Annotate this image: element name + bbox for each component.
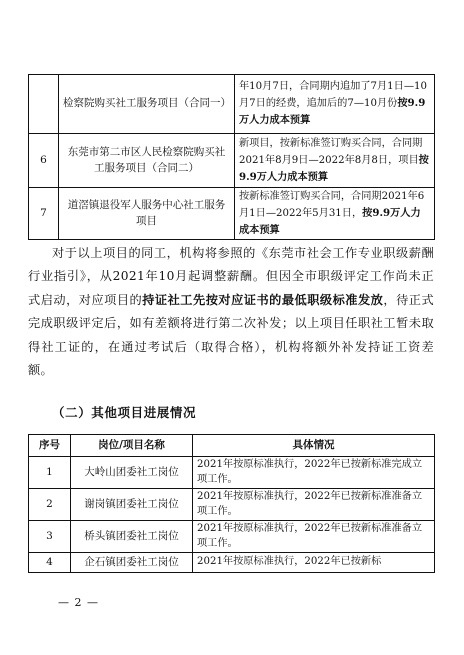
row-number: 2 bbox=[29, 489, 71, 521]
column-header-number: 序号 bbox=[29, 435, 71, 457]
project-table-1 bbox=[28, 74, 435, 240]
section-heading: （二）其他项目进展情况 bbox=[52, 405, 197, 420]
detail-bold-text: 按9.9万人力成本预算 bbox=[239, 206, 421, 236]
column-header-name: 岗位/项目名称 bbox=[71, 435, 193, 457]
paragraph-body bbox=[28, 242, 434, 382]
position-detail: 2021年按原标准执行，2022年已按新标准完成立项工作。 bbox=[193, 457, 435, 489]
position-name: 企石镇团委社工岗位 bbox=[71, 553, 193, 573]
position-name: 桥头镇团委社工岗位 bbox=[71, 521, 193, 553]
position-detail: 2021年按原标准执行，2022年已按新标准准备立项工作。 bbox=[193, 521, 435, 553]
table-row bbox=[29, 75, 435, 134]
table-row bbox=[29, 134, 435, 188]
row-number: 6 bbox=[29, 134, 59, 188]
table-row bbox=[29, 489, 435, 521]
row-number bbox=[29, 75, 59, 134]
row-number: 7 bbox=[29, 188, 59, 240]
project-detail bbox=[235, 134, 435, 188]
detail-bold-text: 按9.9万人力成本预算 bbox=[239, 97, 426, 126]
table-row bbox=[29, 521, 435, 553]
paragraph-text-2: ，待正式完成职级评定后，如有差额将进行第二次补发；以上项目任职社工暂未取得社工证的，在通过考试后（取得合格），机构将额外补发持证工资差额。 bbox=[28, 292, 435, 378]
project-name: 东莞市第二市区人民检察院购买社工服务项目（合同二） bbox=[59, 134, 235, 188]
project-detail bbox=[235, 188, 435, 240]
position-detail: 2021年按原标准执行，2022年已按新标准准备立项工作。 bbox=[193, 489, 435, 521]
salary-adjustment-paragraph bbox=[28, 242, 434, 382]
project-table-2 bbox=[28, 434, 435, 573]
project-name: 检察院购买社工服务项目（合同一） bbox=[59, 75, 235, 134]
row-number: 3 bbox=[29, 521, 71, 553]
paragraph-bold-text: 持证社工先按对应证书的最低职级标准发放 bbox=[142, 292, 384, 307]
table-header-row bbox=[29, 435, 435, 457]
position-name: 大岭山团委社工岗位 bbox=[71, 457, 193, 489]
position-detail: 2021年按原标准执行，2022年已按新标 bbox=[193, 553, 435, 573]
position-name: 谢岗镇团委社工岗位 bbox=[71, 489, 193, 521]
detail-text: 按新标准签订购买合同，合同期2021年6月1日—2022年5月31日， bbox=[239, 190, 425, 219]
table-row bbox=[29, 553, 435, 573]
detail-text: 新项目，按新标准签订购买合同，合同期2021年8月9日—2022年8月8日，项目 bbox=[239, 137, 423, 166]
row-number: 1 bbox=[29, 457, 71, 489]
table-row bbox=[29, 457, 435, 489]
detail-text: 年10月7日，合同期内追加了7月1日—10月7日的经费，追加后的7—10月份 bbox=[239, 81, 427, 109]
row-number: 4 bbox=[29, 553, 71, 573]
project-name: 道滘镇退役军人服务中心社工服务项目 bbox=[59, 188, 235, 240]
project-detail bbox=[235, 75, 435, 134]
table-row bbox=[29, 188, 435, 240]
paragraph-text-1: 对于以上项目的同工，机构将参照的《东莞市社会工作专业职级薪酬行业指引》，从2021年10月起调整薪酬。但因全市职级评定工作尚未正式启动，对应项目的 bbox=[28, 246, 434, 307]
page-number: — 2 — bbox=[58, 596, 99, 609]
detail-bold-text: 按9.9万人力成本预算 bbox=[239, 153, 429, 183]
column-header-detail: 具体情况 bbox=[193, 435, 435, 457]
